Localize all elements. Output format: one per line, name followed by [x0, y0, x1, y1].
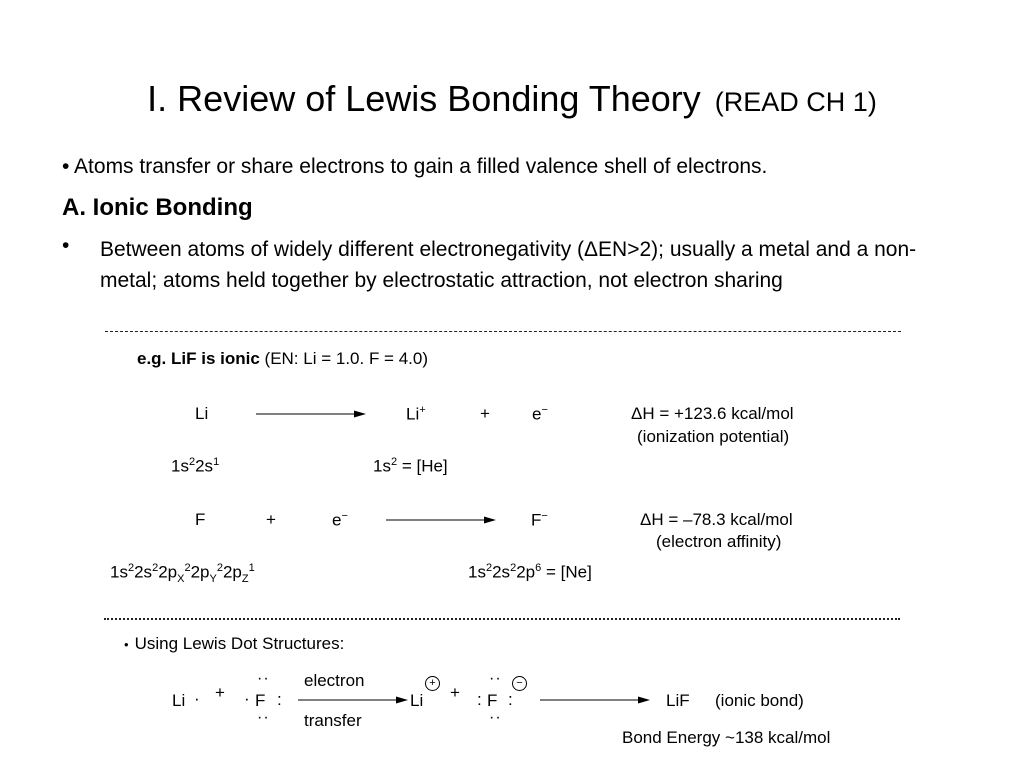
lewis-f: F	[255, 691, 266, 710]
lewis-f-dots-top: ··	[257, 670, 270, 687]
cfg-part: = [Ne]	[541, 562, 592, 582]
r1-arrow	[256, 409, 366, 419]
lewis-arrow	[298, 695, 408, 705]
r1-config-reactant	[171, 456, 219, 477]
lewis-plus: +	[215, 683, 225, 702]
lewis-heading-text: Using Lewis Dot Structures:	[134, 634, 345, 653]
cfg-sub: Y	[209, 573, 217, 586]
lewis-product-note: (ionic bond)	[715, 691, 804, 710]
r2-product	[531, 510, 548, 531]
lewis-plus-2: +	[450, 683, 460, 702]
lewis-f-dots-right: :	[277, 690, 282, 709]
r1-enthalpy: ΔH = +123.6 kcal/mol	[631, 404, 794, 423]
r1-plus: +	[480, 404, 490, 423]
cfg-part: 1s	[373, 456, 391, 476]
r1-electron	[532, 404, 548, 425]
r1-reactant: Li	[195, 404, 209, 423]
cfg-part: 2s	[492, 562, 511, 582]
lewis-f-ion-left: :	[477, 690, 482, 709]
cfg-part: 2p	[222, 562, 242, 582]
cfg-sup: 2	[390, 456, 398, 468]
separator-dashed	[105, 331, 901, 332]
r2-enthalpy: ΔH = –78.3 kcal/mol	[640, 510, 793, 529]
example-label	[137, 349, 428, 369]
lewis-li: Li	[172, 691, 186, 710]
section-bullet-dot: •	[62, 234, 70, 257]
r1-electron-symbol: e	[532, 404, 542, 424]
r2-config-product	[468, 562, 592, 583]
cfg-part: 2p	[158, 562, 178, 582]
lewis-f-ion-charge: −	[512, 676, 527, 691]
cfg-sup: 2	[216, 562, 223, 574]
lewis-f-ion-dots-top: ··	[489, 670, 502, 687]
intro-bullet	[62, 155, 767, 179]
r1-product	[406, 404, 426, 425]
cfg-sup: 2	[485, 562, 493, 574]
cfg-part: 1s	[468, 562, 486, 582]
separator-dotted	[104, 618, 900, 620]
cfg-part: 1s	[171, 456, 189, 476]
title-note: (READ CH 1)	[714, 87, 877, 117]
r2-enthalpy-note: (electron affinity)	[656, 532, 782, 551]
r2-arrow	[386, 515, 496, 525]
r1-config-product	[373, 456, 448, 477]
cfg-sup: 2	[152, 562, 159, 574]
r2-product-charge: −	[541, 510, 548, 522]
r1-product-symbol: Li	[406, 404, 420, 424]
cfg-part: 2p	[516, 562, 536, 582]
r2-electron	[332, 510, 348, 531]
cfg-sub: X	[177, 573, 185, 586]
lewis-arrow-bottom-label: transfer	[304, 711, 362, 730]
cfg-part: 1s	[110, 562, 128, 582]
example-title: e.g. LiF is ionic	[137, 349, 260, 368]
title-main: I. Review of Lewis Bonding Theory	[147, 78, 701, 119]
cfg-sup: 2	[510, 562, 517, 574]
lewis-bond-energy: Bond Energy ~138 kcal/mol	[622, 728, 831, 747]
r2-reactant: F	[195, 510, 206, 529]
lewis-li-ion: Li	[410, 691, 424, 710]
lewis-li-ion-charge: +	[425, 676, 440, 691]
cfg-sup: 2	[127, 562, 135, 574]
r2-config-reactant	[110, 562, 255, 585]
lewis-bullet: •	[124, 637, 129, 652]
lewis-f-ion-dots-bottom: ··	[489, 709, 502, 726]
r2-product-symbol: F	[531, 510, 542, 530]
r1-enthalpy-note: (ionization potential)	[637, 427, 790, 446]
lewis-f-dots-bottom: ··	[257, 709, 270, 726]
cfg-part: = [He]	[397, 456, 448, 476]
lewis-product-arrow	[540, 695, 650, 705]
r2-electron-charge: −	[341, 510, 348, 522]
lewis-f-left-dot: ·	[244, 689, 250, 708]
lewis-f-ion-right: :	[508, 690, 513, 709]
cfg-sup: 6	[535, 562, 542, 574]
r2-electron-symbol: e	[332, 510, 342, 530]
section-heading: A. Ionic Bonding	[62, 194, 253, 221]
bullet-dot: •	[62, 155, 70, 178]
lewis-product: LiF	[666, 691, 690, 710]
lewis-arrow-top-label: electron	[304, 671, 365, 690]
r1-electron-charge: −	[541, 404, 548, 416]
lewis-f-ion: F	[487, 691, 498, 710]
cfg-sub: Z	[241, 573, 249, 586]
cfg-sup: 2	[184, 562, 191, 574]
electronegativity-note: (EN: Li = 1.0. F = 4.0)	[264, 349, 428, 368]
cfg-part: 2s	[195, 456, 214, 476]
cfg-part: 2s	[134, 562, 153, 582]
lewis-li-dot: ·	[194, 689, 200, 708]
cfg-part: 2p	[190, 562, 210, 582]
intro-text: Atoms transfer or share electrons to gain a filled valence shell of electrons.	[74, 155, 768, 178]
cfg-sup: 1	[248, 562, 255, 574]
cfg-sup: 2	[188, 456, 196, 468]
r1-product-charge: +	[419, 404, 426, 416]
r2-plus: +	[266, 510, 276, 529]
cfg-sup: 1	[213, 456, 220, 468]
page-title	[0, 78, 1024, 120]
section-text: Between atoms of widely different electronegativity (ΔEN>2); usually a metal and a non-metal; atoms held together by electrostatic attraction, not electron sharing	[100, 238, 917, 292]
lewis-heading	[124, 634, 344, 654]
